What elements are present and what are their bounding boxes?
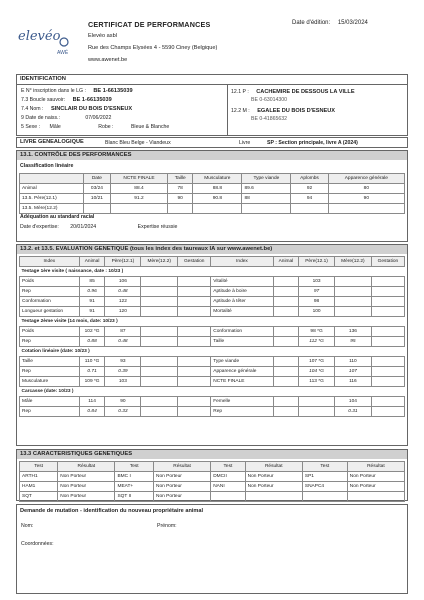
cotation-row-1-cell-7: 104 *G bbox=[299, 367, 335, 377]
caracteristiques-row-0-cell-3: Non Porteur bbox=[153, 472, 210, 482]
caracteristiques-header-6: Test bbox=[302, 462, 347, 472]
cotation-row-2-cell-1: 109 *G bbox=[79, 377, 105, 387]
mutation-box bbox=[16, 504, 408, 594]
visite2-row-1-cell-2: 0.48 bbox=[105, 337, 141, 347]
caracteristiques-row-1-cell-3: Non Porteur bbox=[153, 482, 210, 492]
genetique-table bbox=[19, 256, 405, 417]
lg-value: BE 1-66135039 bbox=[93, 88, 133, 94]
caracteristiques-row-2-cell-3: Non Porteur bbox=[153, 492, 210, 502]
velage-row-1-cell-6 bbox=[273, 287, 298, 297]
sexe-value: Mâle bbox=[49, 124, 61, 130]
velage-row-2-cell-1: 91 bbox=[79, 297, 105, 307]
cotation-row-2 bbox=[20, 377, 405, 387]
visite2-row-1-cell-0: Rep bbox=[20, 337, 80, 347]
caracteristiques-title: 13.3 CARACTERISTIQUES GENETIQUES bbox=[17, 450, 407, 459]
boucle-value: BE 1-66135039 bbox=[72, 97, 112, 103]
cotation-row-1-cell-5: Apparence générale bbox=[211, 367, 273, 377]
velage-row-3-cell-7: 100 bbox=[299, 307, 335, 317]
carcasse-row-0-cell-6 bbox=[273, 397, 298, 407]
velage-row-0-cell-9 bbox=[371, 277, 404, 287]
visite2-row-1-cell-7: 112 *G bbox=[299, 337, 335, 347]
livre-box bbox=[16, 137, 408, 148]
cotation-row-1-cell-2: 0.39 bbox=[105, 367, 141, 377]
cotation-row-0-cell-3 bbox=[141, 357, 178, 367]
carcasse-row-0-cell-8: 104 bbox=[334, 397, 371, 407]
expertise-date: 20/01/2024 bbox=[70, 224, 97, 230]
caracteristiques-row-1-cell-4: NANI bbox=[211, 482, 245, 492]
carcasse-row-0-cell-5: Femelle bbox=[211, 397, 273, 407]
identification-title: IDENTIFICATION bbox=[17, 75, 407, 85]
cotation-row-0-cell-2: 93 bbox=[105, 357, 141, 367]
velage-row-1-cell-7: 97 bbox=[299, 287, 335, 297]
cotation-row-2-cell-5: NCTE FINALE bbox=[211, 377, 273, 387]
boucle-label: 7.3 Boucle sauvoir: bbox=[21, 97, 66, 103]
classification-row-2-cell-1 bbox=[83, 204, 110, 214]
caracteristiques-row-1-cell-0: HAM1 bbox=[20, 482, 58, 492]
visite2-row-1-cell-9 bbox=[371, 337, 404, 347]
caracteristiques-row-1-cell-5: Non Porteur bbox=[245, 482, 302, 492]
velage-row-1-cell-8 bbox=[334, 287, 371, 297]
expertise-label: Date d'expertise: bbox=[20, 224, 59, 230]
cotation-row-2-cell-4 bbox=[178, 377, 211, 387]
classification-row-1-cell-1: 10/21 bbox=[83, 194, 110, 204]
visite2-row-0-cell-4 bbox=[178, 327, 211, 337]
caracteristiques-header-1: Résultat bbox=[58, 462, 115, 472]
livre-label: LIVRE GENEALOGIQUE bbox=[20, 139, 84, 145]
cotation-row-0-cell-1: 110 *G bbox=[79, 357, 105, 367]
classification-row-2-cell-5 bbox=[242, 204, 291, 214]
caracteristiques-row-2-cell-7 bbox=[347, 492, 404, 502]
velage-row-3-cell-3 bbox=[141, 307, 178, 317]
velage-row-2 bbox=[20, 297, 405, 307]
caracteristiques-header-0: Test bbox=[20, 462, 58, 472]
velage-row-0-cell-6 bbox=[273, 277, 298, 287]
caracteristiques-row-0-cell-7: Non Porteur bbox=[347, 472, 404, 482]
visite2-row-1-cell-3 bbox=[141, 337, 178, 347]
robe-value: Bleue & Blanche bbox=[130, 124, 170, 130]
caracteristiques-row-0-cell-1: Non Porteur bbox=[58, 472, 115, 482]
velage-row-1-cell-4 bbox=[178, 287, 211, 297]
classification-row-1-cell-3: 90 bbox=[168, 194, 193, 204]
caracteristiques-row-2 bbox=[20, 492, 405, 502]
visite2-row-0-cell-3 bbox=[141, 327, 178, 337]
cotation-row-2-cell-3 bbox=[141, 377, 178, 387]
genetique-header-8: Mère(12.2) bbox=[334, 257, 371, 267]
classification-row-1-cell-5: 88 bbox=[242, 194, 291, 204]
mere-id: BE 0-41865632 bbox=[251, 116, 288, 122]
eleveo-logo bbox=[16, 20, 72, 60]
velage-row-1-cell-0: Rep bbox=[20, 287, 80, 297]
cotation-row-1-cell-0: Rep bbox=[20, 367, 80, 377]
classification-row-0-cell-1: 03/24 bbox=[83, 184, 110, 194]
genetique-header-3: Mère(12.2) bbox=[141, 257, 178, 267]
velage-row-0-cell-5: Vitalité bbox=[211, 277, 273, 287]
caracteristiques-row-2-cell-4 bbox=[211, 492, 245, 502]
visite2-title-text: Testage 2ème visite (14 mois, date: 10/23 ) bbox=[21, 319, 118, 324]
caracteristiques-header-7: Résultat bbox=[347, 462, 404, 472]
visite2-title bbox=[20, 317, 405, 327]
classification-row-1-cell-4: 90.8 bbox=[193, 194, 242, 204]
velage-row-2-cell-4 bbox=[178, 297, 211, 307]
genetique-header-9: Gestation bbox=[371, 257, 404, 267]
pere-name: CACHEMIRE DE DESSOUS LA VILLE bbox=[256, 89, 355, 95]
logo-sub: AWÉ bbox=[57, 50, 69, 56]
controle-box bbox=[16, 150, 408, 242]
carcasse-row-1-cell-7 bbox=[299, 407, 335, 417]
classification-row-1-cell-2: 91.2 bbox=[110, 194, 167, 204]
visite2-row-1-cell-4 bbox=[178, 337, 211, 347]
velage-row-0-cell-7: 103 bbox=[299, 277, 335, 287]
velage-row-0-cell-4 bbox=[178, 277, 211, 287]
velage-row-0-cell-1: 85 bbox=[79, 277, 105, 287]
cotation-row-2-cell-9 bbox=[371, 377, 404, 387]
adequation-label: Adéquation au standard racial bbox=[20, 214, 95, 220]
velage-row-3-cell-5: Mortalité bbox=[211, 307, 273, 317]
edition-date: Date d'édition: 15/03/2024 bbox=[292, 20, 368, 26]
classification-header-6: Aplombs bbox=[291, 174, 328, 184]
velage-row-2-cell-9 bbox=[371, 297, 404, 307]
sexe-label: 5 Sexe : bbox=[21, 124, 41, 130]
carcasse-row-0-cell-3 bbox=[141, 397, 178, 407]
velage-row-2-cell-2: 122 bbox=[105, 297, 141, 307]
velage-row-3 bbox=[20, 307, 405, 317]
classification-row-2 bbox=[20, 204, 405, 214]
classification-row-0-cell-5: 89.6 bbox=[242, 184, 291, 194]
cotation-row-1 bbox=[20, 367, 405, 377]
classification-row-2-cell-6 bbox=[291, 204, 328, 214]
caracteristiques-row-2-cell-0: SQT bbox=[20, 492, 58, 502]
carcasse-row-1-cell-1: 0.84 bbox=[79, 407, 105, 417]
velage-row-2-cell-8 bbox=[334, 297, 371, 307]
genetique-box bbox=[16, 244, 408, 446]
velage-row-2-cell-0: Conformation bbox=[20, 297, 80, 307]
visite2-row-1-cell-5: Taille bbox=[211, 337, 273, 347]
velage-row-3-cell-2: 120 bbox=[105, 307, 141, 317]
classification-header-5: Type viande bbox=[242, 174, 291, 184]
genetique-header-6: Animal bbox=[273, 257, 298, 267]
velage-row-2-cell-6 bbox=[273, 297, 298, 307]
caracteristiques-header-4: Test bbox=[211, 462, 245, 472]
carcasse-row-0-cell-4 bbox=[178, 397, 211, 407]
classification-row-1-cell-0: 13.5. Père(12.1) bbox=[20, 194, 84, 204]
caracteristiques-box bbox=[16, 449, 408, 501]
visite2-row-0-cell-6 bbox=[273, 327, 298, 337]
carcasse-title-text: Carcasse (date: 10/23 ) bbox=[21, 389, 74, 394]
carcasse-row-0-cell-0: Mâle bbox=[20, 397, 80, 407]
carcasse-row-0-cell-2: 90 bbox=[105, 397, 141, 407]
classification-row-0-cell-4: 88.8 bbox=[193, 184, 242, 194]
classification-title: Classification linéaire bbox=[20, 163, 74, 169]
classification-row-0-cell-6: 92 bbox=[291, 184, 328, 194]
caracteristiques-row-1-cell-6: SNAPC4 bbox=[302, 482, 347, 492]
caracteristiques-row-1-cell-7: Non Porteur bbox=[347, 482, 404, 492]
genetique-header-2: Père(12.1) bbox=[105, 257, 141, 267]
classification-header-1: Date bbox=[83, 174, 110, 184]
velage-row-3-cell-0: Longueur gestation bbox=[20, 307, 80, 317]
naiss-label: 9 Date de naiss.: bbox=[21, 115, 60, 121]
livre-book-value: SP : Section principale, livre A (2024) bbox=[267, 140, 358, 146]
carcasse-title bbox=[20, 387, 405, 397]
caracteristiques-row-2-cell-2: SQT II bbox=[115, 492, 154, 502]
caracteristiques-header-2: Test bbox=[115, 462, 154, 472]
caracteristiques-row-2-cell-6 bbox=[302, 492, 347, 502]
velage-row-1-cell-9 bbox=[371, 287, 404, 297]
velage-row-0-cell-8 bbox=[334, 277, 371, 287]
classification-row-2-cell-2 bbox=[110, 204, 167, 214]
classification-header-4: Musculature bbox=[193, 174, 242, 184]
cotation-row-0-cell-8: 110 bbox=[334, 357, 371, 367]
cotation-row-0-cell-0: Taille bbox=[20, 357, 80, 367]
cotation-row-1-cell-9 bbox=[371, 367, 404, 377]
velage-row-2-cell-3 bbox=[141, 297, 178, 307]
classification-header-2: NCTE FINALE bbox=[110, 174, 167, 184]
mere-label: 12.2 M : bbox=[231, 108, 250, 114]
caracteristiques-row-0-cell-6: SP1 bbox=[302, 472, 347, 482]
cotation-row-2-cell-2: 103 bbox=[105, 377, 141, 387]
velage-row-3-cell-6 bbox=[273, 307, 298, 317]
classification-row-1 bbox=[20, 194, 405, 204]
classification-row-2-cell-3 bbox=[168, 204, 193, 214]
caracteristiques-header-3: Résultat bbox=[153, 462, 210, 472]
livre-book-label: Livre bbox=[239, 140, 251, 146]
caracteristiques-row-1-cell-1: Non Porteur bbox=[58, 482, 115, 492]
caracteristiques-row-1 bbox=[20, 482, 405, 492]
visite2-row-0-cell-1: 102 *G bbox=[79, 327, 105, 337]
visite2-row-0-cell-2: 87 bbox=[105, 327, 141, 337]
cotation-row-1-cell-8: 107 bbox=[334, 367, 371, 377]
genetique-header-7: Père(12.1) bbox=[299, 257, 335, 267]
velage-row-3-cell-1: 91 bbox=[79, 307, 105, 317]
classification-table bbox=[19, 173, 405, 214]
naiss-value: 07/06/2022 bbox=[85, 115, 112, 121]
nom-label: 7.4 Nom : bbox=[21, 106, 44, 112]
visite2-row-0-cell-8: 136 bbox=[334, 327, 371, 337]
velage-row-0 bbox=[20, 277, 405, 287]
classification-row-2-cell-7 bbox=[328, 204, 404, 214]
velage-row-3-cell-4 bbox=[178, 307, 211, 317]
carcasse-row-0 bbox=[20, 397, 405, 407]
classification-header-3: Taille bbox=[168, 174, 193, 184]
carcasse-row-1-cell-0: Rep bbox=[20, 407, 80, 417]
cotation-row-0-cell-7: 107 *G bbox=[299, 357, 335, 367]
carcasse-row-0-cell-9 bbox=[371, 397, 404, 407]
carcasse-row-0-cell-7 bbox=[299, 397, 335, 407]
cotation-row-2-cell-8: 116 bbox=[334, 377, 371, 387]
carcasse-row-1-cell-6 bbox=[273, 407, 298, 417]
logo-text: elevéo bbox=[18, 29, 61, 44]
mutation-title: Demande de mutation - identification du nouveau propriétaire animal bbox=[20, 508, 204, 514]
classification-row-0-cell-7: 80 bbox=[328, 184, 404, 194]
cotation-row-1-cell-3 bbox=[141, 367, 178, 377]
caracteristiques-row-0-cell-4: DMCII bbox=[211, 472, 245, 482]
cotation-row-0-cell-6 bbox=[273, 357, 298, 367]
mutation-nom-label: Nom: bbox=[21, 523, 34, 529]
org-address: Rue des Champs Elysées 4 - 5590 Ciney (Belgique) bbox=[88, 45, 218, 51]
velage-title-text: Testage 1ère visite ( naissance, date : 10/23 ) bbox=[21, 269, 124, 274]
pere-id: BE 0-63014300 bbox=[251, 97, 288, 103]
visite2-row-0 bbox=[20, 327, 405, 337]
classification-row-0 bbox=[20, 184, 405, 194]
genetique-title: 13.2. et 13.5. EVALUATION GENETIQUE (tous les index des taureaux IA sur www.awenet.be) bbox=[17, 245, 407, 254]
visite2-row-0-cell-0: Poids bbox=[20, 327, 80, 337]
visite2-row-0-cell-5: Conformation bbox=[211, 327, 273, 337]
velage-row-3-cell-8 bbox=[334, 307, 371, 317]
controle-title: 13.1. CONTRÔLE DES PERFORMANCES bbox=[17, 151, 407, 160]
visite2-row-1-cell-1: 0.88 bbox=[79, 337, 105, 347]
velage-row-0-cell-0: Poids bbox=[20, 277, 80, 287]
robe-label: Robe : bbox=[98, 124, 114, 130]
cotation-row-1-cell-6 bbox=[273, 367, 298, 377]
genetique-header-4: Gestation bbox=[178, 257, 211, 267]
certificate-title: CERTIFICAT DE PERFORMANCES bbox=[88, 20, 211, 29]
mutation-coord-label: Coordonnées: bbox=[21, 541, 54, 547]
classification-row-2-cell-0: 13.5. Mère(12.2) bbox=[20, 204, 84, 214]
visite2-row-1-cell-8: 95 bbox=[334, 337, 371, 347]
caracteristiques-header-5: Résultat bbox=[245, 462, 302, 472]
velage-row-0-cell-2: 106 bbox=[105, 277, 141, 287]
classification-row-0-cell-0: Animal bbox=[20, 184, 84, 194]
genetique-header-1: Animal bbox=[79, 257, 105, 267]
carcasse-row-1-cell-9 bbox=[371, 407, 404, 417]
visite2-row-0-cell-9 bbox=[371, 327, 404, 337]
genetique-header-5: Index bbox=[211, 257, 273, 267]
cotation-row-2-cell-6 bbox=[273, 377, 298, 387]
classification-header-0 bbox=[20, 174, 84, 184]
velage-row-1-cell-5: Aptitude à boire bbox=[211, 287, 273, 297]
velage-row-1-cell-2: 0.48 bbox=[105, 287, 141, 297]
nom-value: SINCLAIR DU BOIS D'ESNEUX bbox=[50, 106, 133, 112]
cotation-row-2-cell-7: 113 *G bbox=[299, 377, 335, 387]
visite2-row-1-cell-6 bbox=[273, 337, 298, 347]
velage-row-2-cell-5: Aptitude à têter bbox=[211, 297, 273, 307]
caracteristiques-row-0 bbox=[20, 472, 405, 482]
classification-row-0-cell-2: 88.4 bbox=[110, 184, 167, 194]
velage-row-1 bbox=[20, 287, 405, 297]
velage-row-2-cell-7: 98 bbox=[299, 297, 335, 307]
classification-row-2-cell-4 bbox=[193, 204, 242, 214]
livre-value: Blanc Bleu Belge - Viandeux bbox=[105, 140, 171, 146]
velage-title bbox=[20, 267, 405, 277]
cotation-row-0-cell-5: Type viande bbox=[211, 357, 273, 367]
cotation-row-0-cell-4 bbox=[178, 357, 211, 367]
carcasse-row-1-cell-5: Rep bbox=[211, 407, 273, 417]
mutation-prenom-label: Prénom: bbox=[157, 523, 177, 529]
org-name: Elevéo asbl bbox=[88, 33, 117, 39]
caracteristiques-row-2-cell-1: Non Porteur bbox=[58, 492, 115, 502]
lg-label: E N° inscription dans le LG : bbox=[21, 88, 86, 94]
cotation-title bbox=[20, 347, 405, 357]
caracteristiques-row-0-cell-0: ARTH1 bbox=[20, 472, 58, 482]
velage-row-1-cell-3 bbox=[141, 287, 178, 297]
velage-row-3-cell-9 bbox=[371, 307, 404, 317]
cotation-row-0 bbox=[20, 357, 405, 367]
carcasse-row-0-cell-1: 114 bbox=[79, 397, 105, 407]
carcasse-row-1-cell-8: 0.31 bbox=[334, 407, 371, 417]
expertise-result: Expertise réussie bbox=[137, 224, 178, 230]
cotation-row-1-cell-1: 0.71 bbox=[79, 367, 105, 377]
velage-row-1-cell-1: 0.96 bbox=[79, 287, 105, 297]
cotation-row-2-cell-0: Musculature bbox=[20, 377, 80, 387]
caracteristiques-row-0-cell-5: Non Porteur bbox=[245, 472, 302, 482]
caracteristiques-table bbox=[19, 461, 405, 502]
caracteristiques-row-0-cell-2: BMC I bbox=[115, 472, 154, 482]
cotation-title-text: Cotation linéaire (date: 10/23 ) bbox=[21, 349, 90, 354]
visite2-row-0-cell-7: 98 *G bbox=[299, 327, 335, 337]
carcasse-row-1 bbox=[20, 407, 405, 417]
pere-label: 12.1 P : bbox=[231, 89, 249, 95]
mere-name: EGALEE DU BOIS D'ESNEUX bbox=[257, 108, 335, 114]
classification-row-0-cell-3: 78 bbox=[168, 184, 193, 194]
classification-row-1-cell-7: 90 bbox=[328, 194, 404, 204]
classification-row-1-cell-6: 94 bbox=[291, 194, 328, 204]
carcasse-row-1-cell-2: 0.33 bbox=[105, 407, 141, 417]
carcasse-row-1-cell-3 bbox=[141, 407, 178, 417]
velage-row-0-cell-3 bbox=[141, 277, 178, 287]
classification-header-7: Apparence générale bbox=[328, 174, 404, 184]
identification-box bbox=[16, 74, 408, 136]
caracteristiques-row-2-cell-5 bbox=[245, 492, 302, 502]
carcasse-row-1-cell-4 bbox=[178, 407, 211, 417]
cotation-row-0-cell-9 bbox=[371, 357, 404, 367]
visite2-row-1 bbox=[20, 337, 405, 347]
caracteristiques-row-1-cell-2: MEAT+ bbox=[115, 482, 154, 492]
org-website[interactable]: www.awenet.be bbox=[88, 57, 128, 63]
cotation-row-1-cell-4 bbox=[178, 367, 211, 377]
genetique-header-0: Index bbox=[20, 257, 80, 267]
